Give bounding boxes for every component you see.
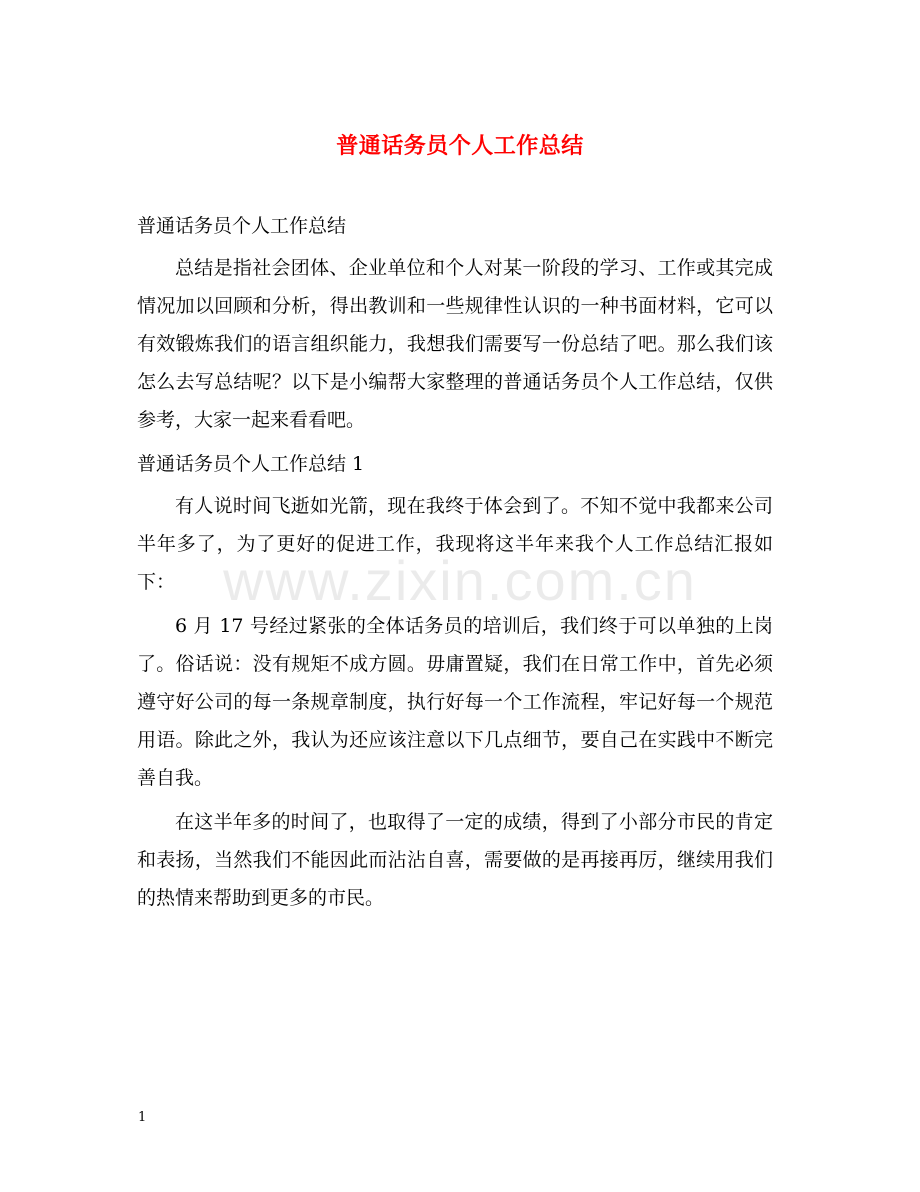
watermark: www.zixin.com.cn: [223, 549, 697, 612]
intro-paragraph: 总结是指社会团体、企业单位和个人对某一阶段的学习、工作或其完成情况加以回顾和分析，得出教训和一些规律性认识的一种书面材料，它可以有效锻炼我们的语言组织能力，我想我们需要写一份总结了吧。那么我们该怎么去写总结呢？以下是小编帮大家整理的普通话务员个人工作总结，仅供参考，大家一起来看看吧。: [137, 257, 773, 431]
paragraph-2: 6 月 17 号经过紧张的全体话务员的培训后，我们终于可以单独的上岗了。俗话说：没有规矩不成方圆。毋庸置疑，我们在日常工作中，首先必须遵守好公司的每一条规章制度，执行好每一个工作流程，牢记好每一个规范用语。除此之外，我认为还应该注意以下几点细节，要自己在实践中不断完善自我。: [137, 615, 773, 789]
paragraph-1: 有人说时间飞逝如光箭，现在我终于体会到了。不知不觉中我都来公司半年多了，为了更好的促进工作，我现将这半年来我个人工作总结汇报如下：: [137, 495, 773, 593]
section-heading: 普通话务员个人工作总结 1: [137, 453, 365, 475]
paragraph-3: 在这半年多的时间了，也取得了一定的成绩，得到了小部分市民的肯定和表扬，当然我们不能因此而沾沾自喜，需要做的是再接再厉，继续用我们的热情来帮助到更多的市民。: [137, 811, 773, 909]
document-title: 普通话务员个人工作总结: [336, 133, 584, 159]
page-number: 1: [138, 1110, 147, 1125]
document-body: [137, 207, 773, 923]
subtitle: 普通话务员个人工作总结: [137, 215, 347, 237]
